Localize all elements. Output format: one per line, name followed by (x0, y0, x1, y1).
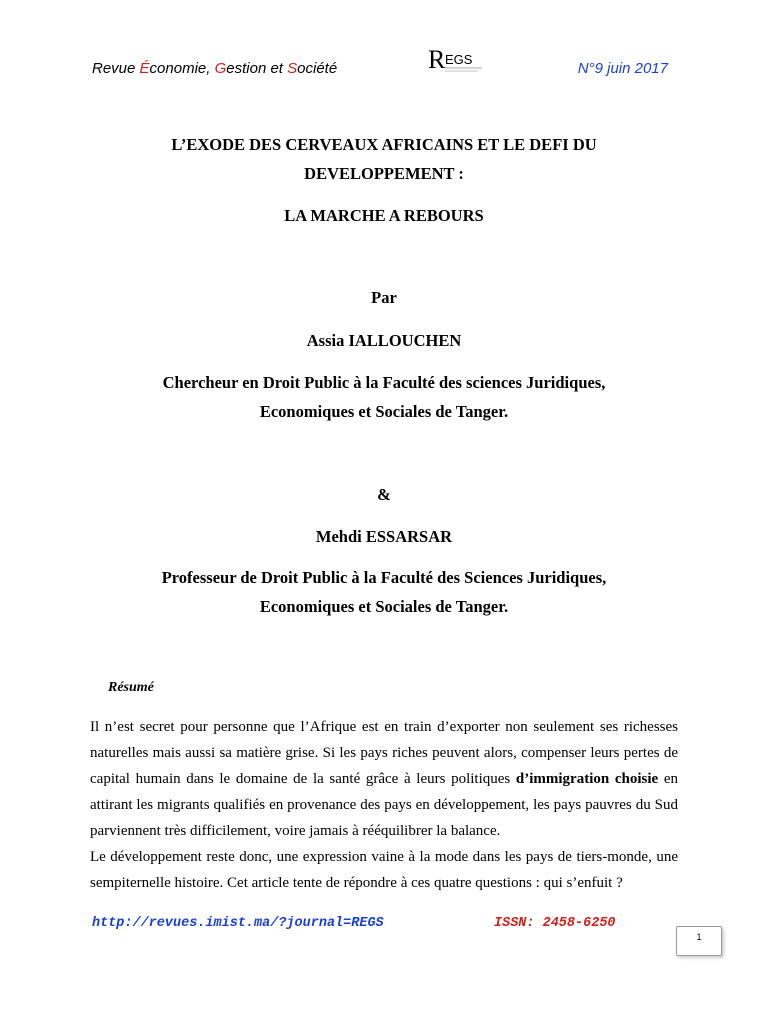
abstract-paragraph-1 (90, 714, 678, 844)
journal-name-part: Revue (92, 60, 140, 77)
page-header (0, 40, 768, 100)
issue-number: N°9 juin 2017 (577, 60, 668, 77)
author-2-name: Mehdi ESSARSAR (315, 527, 453, 546)
ampersand: & (377, 485, 391, 504)
article-subtitle: LA MARCHE A REBOURS (284, 206, 484, 225)
abstract-heading: Résumé (108, 680, 154, 695)
journal-name-part: ociété (297, 60, 338, 77)
author-2-affiliation-line-2: Economiques et Sociales de Tanger. (259, 597, 509, 616)
journal-name-part: conomie, (149, 60, 215, 77)
journal-name-part: É (139, 60, 150, 77)
author-1-name: Assia IALLOUCHEN (306, 331, 462, 350)
by-label: Par (371, 288, 397, 307)
abstract-emphasis: d’immigration choisie (515, 771, 659, 787)
issn-label: ISSN: 2458-6250 (494, 916, 616, 931)
svg-text:R: R (428, 45, 446, 74)
journal-name-part: estion et (226, 60, 288, 77)
regs-logo (428, 42, 484, 78)
article-title-line-1: L’EXODE DES CERVEAUX AFRICAINS ET LE DEFI DU (171, 135, 597, 154)
abstract-paragraph-2: Le développement reste donc, une expression vaine à la mode dans les pays de tiers-monde, une sempiternelle histoire. Cet article tente de répondre à ces quatre questions : qui s’enfuit ? (90, 849, 678, 891)
journal-name (92, 60, 337, 77)
author-1-affiliation-line-1: Chercheur en Droit Public à la Faculté des sciences Juridiques, (162, 373, 606, 392)
abstract-text: Il n’est secret pour personne que l’Afrique est en train d’exporter non seulement ses richesses naturelles mais aussi sa matière grise. Si les pays riches peuvent alors, compenser leurs pertes de capital humain dans le domaine de la santé grâce à leurs politiques (90, 719, 678, 787)
abstract-text: en attirant les migrants qualifiés en provenance des pays en développement, les pays pauvres du Sud parviennent très difficilement, voire jamais à rééquilibrer la balance. (90, 771, 678, 839)
journal-url-link[interactable]: http://revues.imist.ma/?journal=REGS (92, 916, 384, 931)
author-2-affiliation-line-1: Professeur de Droit Public à la Faculté des Sciences Juridiques, (161, 568, 607, 587)
page-number: 1 (676, 926, 722, 956)
abstract-body (90, 714, 678, 896)
journal-name-part: S (287, 60, 298, 77)
author-1-affiliation-line-2: Economiques et Sociales de Tanger. (259, 402, 509, 421)
logo-text: EGS (445, 52, 473, 67)
article-title-line-2: DEVELOPPEMENT : (304, 164, 464, 183)
journal-name-part: G (214, 60, 227, 77)
